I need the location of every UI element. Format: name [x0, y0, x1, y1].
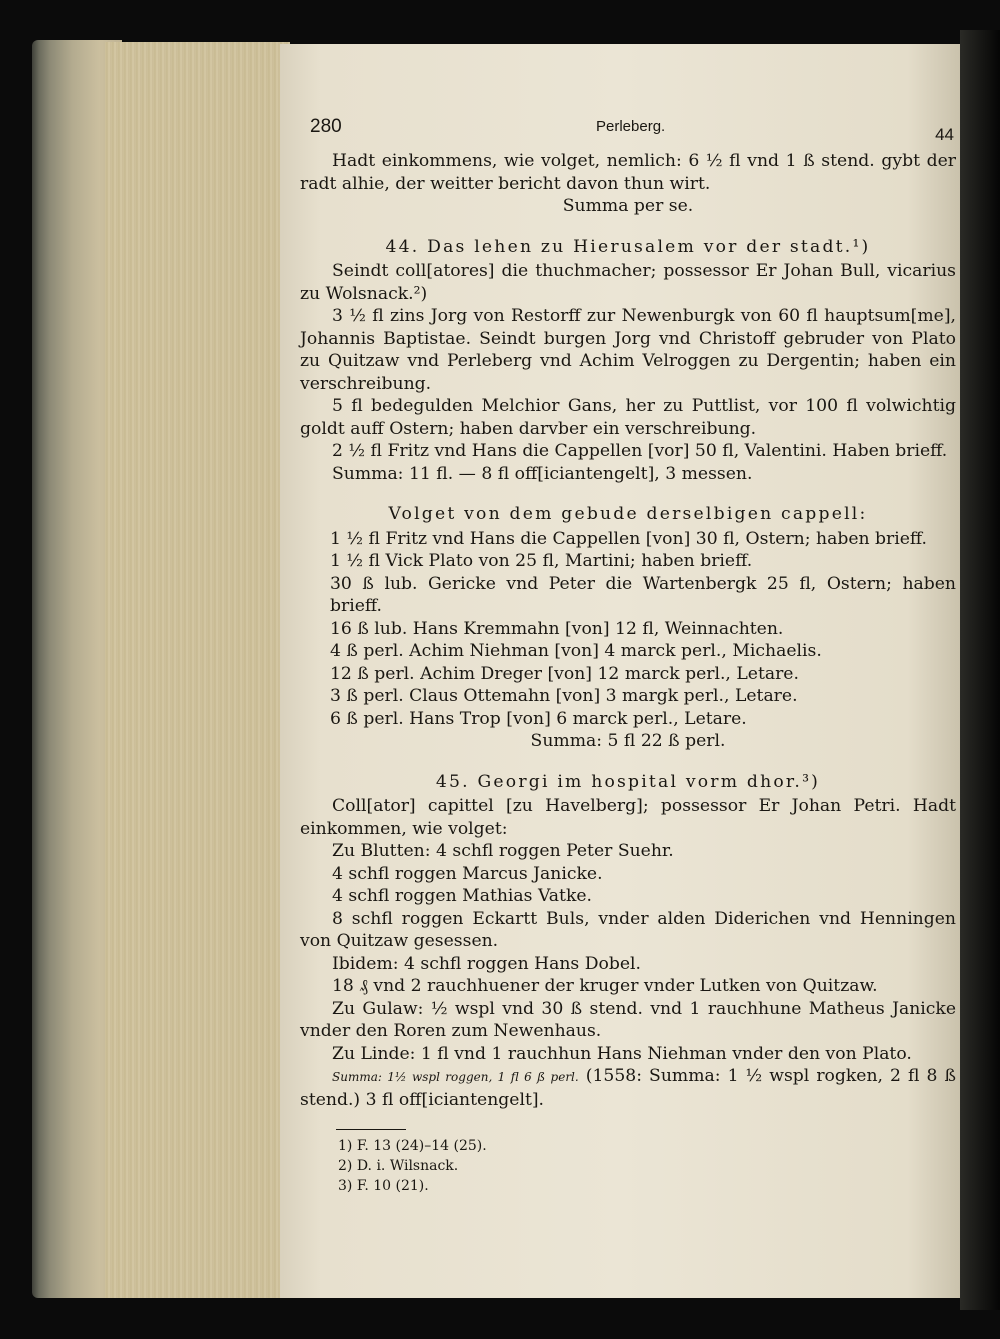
section-44-summa: Summa: 11 fl. — 8 fl off[iciantengelt], 3 messen. [332, 463, 753, 484]
section-45-summa [300, 1065, 956, 1111]
section-45-line: Zu Blutten: 4 schfl roggen Peter Suehr. [332, 841, 674, 861]
intro-paragraph: Hadt einkommens, wie volget, nemlich: 6 ½ fl vnd 1 ß stend. gybt der radt alhie, der weitter bericht davon thun wirt. [300, 151, 956, 194]
list-item: 1 ½ fl Vick Plato von 25 fl, Martini; haben brieff. [330, 551, 753, 571]
signature-mark: 44 [935, 125, 954, 144]
page-header [300, 110, 956, 150]
section-44-heading: 44. Das lehen zu Hierusalem vor der stadt.¹) [385, 236, 871, 257]
section-44-paragraph: 2 ½ fl Fritz vnd Hans die Cappellen [vor] 50 fl, Valentini. Haben brieff. [332, 441, 948, 461]
list-item: 16 ß lub. Hans Kremmahn [von] 12 fl, Weinnachten. [330, 618, 784, 639]
section-45-line: 4 schfl roggen Mathias Vatke. [332, 886, 593, 906]
footnote: 3) F. 10 (21). [338, 1178, 429, 1194]
list-item: 4 ß perl. Achim Niehman [von] 4 marck perl., Michaelis. [330, 641, 822, 661]
section-45-heading: 45. Georgi im hospital vorm dhor.³) [435, 771, 821, 792]
section-45-line: 18 ₰ vnd 2 rauchhuener der kruger vnder Lutken von Quitzaw. [332, 976, 878, 996]
footnote: 1) F. 13 (24)–14 (25). [338, 1138, 487, 1154]
gebude-summa: Summa: 5 fl 22 ß perl. [530, 731, 726, 751]
page-content [300, 110, 956, 1196]
section-44-paragraph: 5 fl bedegulden Melchior Gans, her zu Puttlist, vor 100 fl volwichtig goldt auff Ostern; haben darvber ein verschreibung. [300, 396, 956, 439]
list-item: 6 ß perl. Hans Trop [von] 6 marck perl., Letare. [330, 708, 747, 729]
section-45-intro: Coll[ator] capittel [zu Havelberg]; possessor Er Johan Petri. Hadt einkommen, wie volget: [300, 796, 956, 839]
gebude-list [300, 528, 956, 731]
summa-italic: Summa: 1½ wspl roggen, 1 fl 6 ß perl. [332, 1070, 579, 1084]
section-45-line: 4 schfl roggen Marcus Janicke. [332, 863, 603, 884]
list-item: 12 ß perl. Achim Dreger [von] 12 marck perl., Letare. [330, 663, 799, 684]
page-number: 280 [310, 116, 342, 137]
section-45-line: Zu Linde: 1 fl vnd 1 rauchhun Hans Niehman vnder den von Plato. [332, 1043, 912, 1064]
section-44-paragraph: 3 ½ fl zins Jorg von Restorff zur Newenburgk von 60 fl hauptsum[me], Johannis Baptistae. Seindt burgen Jorg vnd Christoff gebruder von Plato zu Quitzaw vnd Perleberg vnd Achim Velroggen zu Dergentin; haben ein verschreibung. [300, 306, 956, 394]
gebude-heading: Volget von dem gebude derselbigen cappell: [388, 504, 868, 524]
section-45-line: Zu Gulaw: ½ wspl vnd 30 ß stend. vnd 1 rauchhune Matheus Janicke vnder den Roren zum Newenhaus. [300, 998, 956, 1041]
footnote: 2) D. i. Wilsnack. [338, 1158, 459, 1174]
summa-rest: (1558: Summa: 1 ½ wspl rogken, 2 fl 8 ß stend.) 3 fl off[iciantengelt]. [300, 1066, 956, 1110]
list-item: 1 ½ fl Fritz vnd Hans die Cappellen [von] 30 fl, Ostern; haben brieff. [330, 528, 927, 549]
intro-summa: Summa per se. [562, 196, 694, 216]
section-45-line: Ibidem: 4 schfl roggen Hans Dobel. [332, 953, 641, 974]
page-block-edge [105, 42, 290, 1298]
section-45-line: 8 schfl roggen Eckartt Buls, vnder alden Diderichen vnd Henningen von Quitzaw gesessen. [300, 908, 956, 951]
running-title: Perleberg. [596, 118, 666, 135]
section-44-paragraph: Seindt coll[atores] die thuchmacher; possessor Er Johan Bull, vicarius zu Wolsnack.²) [300, 261, 956, 304]
facing-page-edge [960, 30, 1000, 1310]
footnote-rule [336, 1129, 406, 1130]
list-item: 3 ß perl. Claus Ottemahn [von] 3 margk perl., Letare. [330, 686, 798, 706]
list-item: 30 ß lub. Gericke vnd Peter die Wartenbergk 25 fl, Ostern; haben brieff. [330, 573, 956, 616]
